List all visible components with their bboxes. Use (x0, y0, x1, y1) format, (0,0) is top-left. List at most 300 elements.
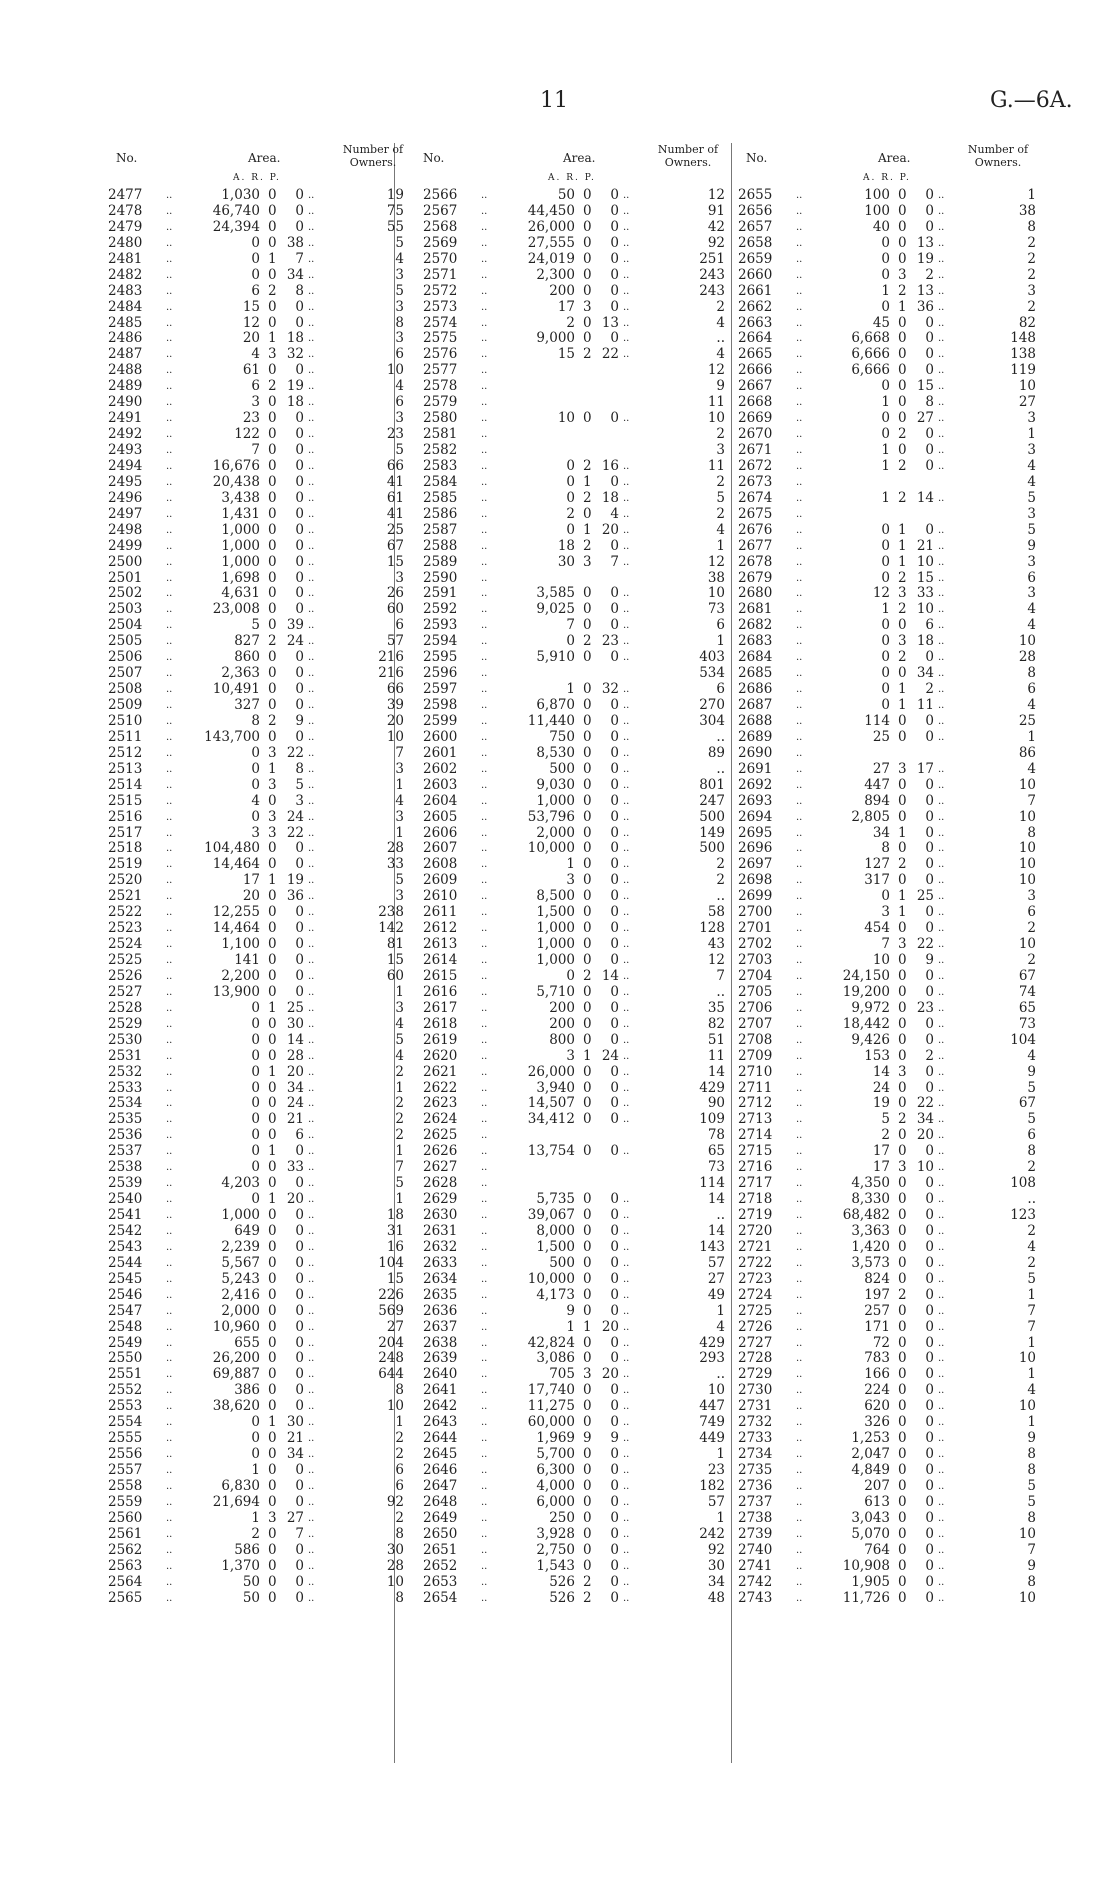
cell-no: 2610 (423, 888, 458, 905)
table-row (738, 571, 1040, 587)
cell-no: 2542 (108, 1222, 143, 1239)
cell-no: 2575 (423, 330, 458, 347)
cell-a: 1,431 (221, 505, 260, 522)
table-row (108, 714, 408, 730)
cell-own: 4 (395, 1015, 404, 1032)
table-row (738, 921, 1040, 937)
cell-own: 27 (707, 1270, 725, 1287)
document-reference: G.—6A. (990, 88, 1073, 113)
leader-dots: .. (623, 1353, 630, 1365)
cell-r: 0 (268, 1111, 277, 1128)
cell-a: 2,200 (221, 967, 260, 984)
cell-r: 0 (898, 1047, 907, 1064)
leader-dots: .. (166, 1369, 173, 1381)
cell-own: 4 (1027, 760, 1036, 777)
cell-p: 21 (286, 1430, 304, 1447)
cell-r: 0 (268, 489, 277, 506)
leader-dots: .. (623, 221, 630, 233)
table-row (423, 1383, 729, 1399)
leader-dots: .. (308, 221, 315, 233)
cell-no: 2491 (108, 410, 143, 427)
cell-p: 0 (610, 585, 619, 602)
header-owners: Number of Owners. (657, 143, 719, 169)
leader-dots: .. (796, 572, 803, 584)
header-arp: A. R. P. (548, 173, 596, 183)
leader-dots: .. (796, 1082, 803, 1094)
cell-r: 0 (583, 697, 592, 713)
cell-r: 2 (583, 633, 592, 650)
cell-r: 0 (583, 999, 592, 1016)
cell-a: 6,668 (851, 330, 890, 347)
cell-no: 2657 (738, 218, 773, 235)
cell-a: 44,450 (527, 202, 575, 219)
leader-dots: .. (308, 1241, 315, 1253)
leader-dots: .. (796, 205, 803, 217)
cell-a: 5 (881, 1111, 890, 1128)
table-row (423, 746, 729, 762)
leader-dots: .. (308, 970, 315, 982)
leader-dots: .. (481, 923, 488, 935)
cell-own: 3 (395, 298, 404, 315)
cell-own: 104 (1010, 1031, 1036, 1048)
leader-dots: .. (938, 269, 945, 281)
table-row (108, 1065, 408, 1081)
header-arp: A. R. P. (863, 173, 911, 183)
cell-no: 2705 (738, 983, 773, 1000)
leader-dots: .. (166, 492, 173, 504)
leader-dots: .. (938, 1162, 945, 1174)
leader-dots: .. (938, 1433, 945, 1445)
cell-a: 0 (251, 234, 260, 251)
leader-dots: .. (481, 221, 488, 233)
cell-p: 20 (601, 1318, 619, 1335)
table-row (108, 1272, 408, 1288)
leader-dots: .. (938, 986, 945, 998)
cell-own: 142 (378, 920, 404, 937)
cell-p: 0 (610, 601, 619, 618)
table-row (108, 459, 408, 475)
cell-p: 0 (295, 1222, 304, 1239)
cell-no: 2522 (108, 904, 143, 921)
cell-r: 0 (268, 1430, 277, 1447)
cell-p: 19 (916, 250, 934, 267)
cell-no: 2690 (738, 744, 773, 761)
table-row (108, 1575, 408, 1591)
cell-p: 0 (295, 426, 304, 443)
leader-dots: .. (481, 285, 488, 297)
cell-p: 0 (295, 1462, 304, 1478)
cell-no: 2654 (423, 1589, 458, 1606)
cell-own: 143 (699, 1238, 725, 1255)
cell-own: 2 (716, 856, 725, 873)
cell-a: 4,849 (851, 1462, 890, 1478)
table-row (738, 1096, 1040, 1112)
leader-dots: .. (623, 795, 630, 807)
cell-own: 2 (395, 1430, 404, 1447)
leader-dots: .. (166, 460, 173, 472)
cell-own: .. (1027, 1191, 1036, 1208)
leader-dots: .. (938, 1576, 945, 1588)
cell-r: 0 (898, 712, 907, 729)
cell-a: 2 (251, 1525, 260, 1542)
cell-own: 4 (395, 378, 404, 395)
leader-dots: .. (481, 875, 488, 887)
cell-a: 8,000 (536, 1222, 575, 1239)
leader-dots: .. (166, 269, 173, 281)
cell-own: 10 (1018, 1589, 1036, 1606)
cell-r: 2 (583, 1573, 592, 1590)
header-owners: Number of Owners. (342, 143, 404, 169)
cell-a: 3,573 (851, 1254, 890, 1271)
leader-dots: .. (481, 476, 488, 488)
leader-dots: .. (796, 1449, 803, 1461)
cell-no: 2661 (738, 282, 773, 299)
table-row (108, 1463, 408, 1479)
cell-a: 0 (251, 1063, 260, 1080)
cell-no: 2494 (108, 457, 143, 474)
cell-p: 0 (610, 983, 619, 1000)
table-row (423, 586, 729, 602)
table-row (108, 571, 408, 587)
leader-dots: .. (308, 1002, 315, 1014)
cell-own: 81 (386, 936, 404, 953)
cell-r: 0 (898, 1414, 907, 1431)
cell-r: 0 (898, 1509, 907, 1526)
cell-r: 0 (268, 1207, 277, 1223)
leader-dots: .. (623, 1417, 630, 1429)
cell-a: 9,972 (851, 999, 890, 1016)
cell-p: 7 (610, 553, 619, 570)
cell-p: 22 (601, 346, 619, 363)
cell-own: 6 (1027, 681, 1036, 698)
cell-no: 2545 (108, 1270, 143, 1287)
cell-a: 257 (864, 1302, 890, 1319)
table-row (738, 1447, 1040, 1463)
table-row (423, 1240, 729, 1256)
header-no: No. (423, 151, 445, 165)
cell-r: 0 (898, 1589, 907, 1606)
cell-no: 2551 (108, 1366, 143, 1383)
leader-dots: .. (796, 269, 803, 281)
cell-no: 2525 (108, 952, 143, 968)
cell-own: 65 (707, 1143, 725, 1160)
cell-no: 2678 (738, 553, 773, 570)
cell-no: 2544 (108, 1254, 143, 1271)
cell-p: 0 (295, 936, 304, 953)
cell-no: 2696 (738, 840, 773, 857)
cell-r: 2 (898, 426, 907, 443)
leader-dots: .. (481, 492, 488, 504)
cell-r: 0 (898, 728, 907, 745)
table-row (738, 1081, 1040, 1097)
leader-dots: .. (308, 1050, 315, 1062)
cell-r: 0 (583, 872, 592, 889)
cell-r: 2 (898, 649, 907, 666)
cell-own: 82 (707, 1015, 725, 1032)
cell-p: 0 (610, 1477, 619, 1494)
cell-own: 3 (395, 760, 404, 777)
cell-a: 9,000 (536, 330, 575, 347)
cell-a: 1 (251, 1462, 260, 1478)
leader-dots: .. (308, 1146, 315, 1158)
leader-dots: .. (481, 1560, 488, 1572)
table-row (423, 762, 729, 778)
table-row (423, 427, 729, 443)
cell-a: 5 (251, 617, 260, 634)
cell-r: 1 (898, 298, 907, 315)
cell-own: 429 (699, 1334, 725, 1351)
cell-a: 0 (881, 234, 890, 251)
table-row (738, 1240, 1040, 1256)
cell-a: 24 (872, 1079, 890, 1096)
table-row (738, 475, 1040, 491)
cell-p: 34 (916, 1111, 934, 1128)
cell-no: 2669 (738, 410, 773, 427)
leader-dots: .. (623, 1034, 630, 1046)
cell-r: 2 (268, 633, 277, 650)
cell-no: 2582 (423, 442, 458, 458)
leader-dots: .. (166, 1114, 173, 1126)
cell-own: 216 (378, 649, 404, 666)
leader-dots: .. (938, 939, 945, 951)
cell-own: 1 (395, 824, 404, 841)
leader-dots: .. (796, 1257, 803, 1269)
cell-a: 4 (251, 792, 260, 809)
leader-dots: .. (623, 986, 630, 998)
cell-no: 2592 (423, 601, 458, 618)
leader-dots: .. (481, 955, 488, 966)
cell-own: 33 (386, 856, 404, 873)
cell-own: 2 (395, 1446, 404, 1463)
cell-a: 3,438 (221, 489, 260, 506)
cell-own: 3 (395, 999, 404, 1016)
leader-dots: .. (938, 1050, 945, 1062)
cell-own: 3 (395, 808, 404, 825)
table-row (738, 762, 1040, 778)
table-row (108, 1559, 408, 1575)
cell-own: 1 (716, 633, 725, 650)
leader-dots: .. (308, 1066, 315, 1078)
leader-dots: .. (623, 413, 630, 425)
leader-dots: .. (796, 413, 803, 425)
table-row (108, 1049, 408, 1065)
cell-a: 1 (881, 282, 890, 299)
leader-dots: .. (308, 253, 315, 265)
cell-no: 2504 (108, 617, 143, 634)
table-row (108, 698, 408, 714)
table-row (423, 363, 729, 379)
cell-no: 2524 (108, 936, 143, 953)
table-row (738, 586, 1040, 602)
cell-r: 1 (583, 1047, 592, 1064)
cell-no: 2652 (423, 1557, 458, 1574)
cell-p: 0 (925, 1270, 934, 1287)
cell-no: 2523 (108, 920, 143, 937)
cell-p: 18 (286, 330, 304, 347)
cell-no: 2707 (738, 1015, 773, 1032)
table-row (108, 634, 408, 650)
cell-no: 2611 (423, 904, 458, 921)
cell-no: 2619 (423, 1031, 458, 1048)
cell-no: 2479 (108, 218, 143, 235)
cell-own: 2 (1027, 250, 1036, 267)
cell-p: 21 (286, 1111, 304, 1128)
cell-r: 0 (268, 904, 277, 921)
leader-dots: .. (796, 731, 803, 743)
table-row (108, 1001, 408, 1017)
cell-p: 25 (286, 999, 304, 1016)
cell-p: 0 (295, 601, 304, 618)
cell-r: 0 (268, 553, 277, 570)
leader-dots: .. (623, 190, 630, 201)
leader-dots: .. (481, 1449, 488, 1461)
cell-a: 8,330 (851, 1191, 890, 1208)
table-row (423, 491, 729, 507)
table-row (423, 300, 729, 316)
leader-dots: .. (166, 1321, 173, 1333)
cell-a: 13,754 (527, 1143, 575, 1160)
cell-a: 46,740 (212, 202, 260, 219)
cell-no: 2489 (108, 378, 143, 395)
leader-dots: .. (166, 333, 173, 345)
cell-r: 0 (583, 952, 592, 968)
cell-a: 5,910 (536, 649, 575, 666)
cell-no: 2624 (423, 1111, 458, 1128)
leader-dots: .. (481, 1034, 488, 1046)
cell-no: 2640 (423, 1366, 458, 1383)
cell-a: 2 (881, 1127, 890, 1144)
table-row (423, 284, 729, 300)
cell-p: 0 (925, 1382, 934, 1399)
cell-r: 0 (583, 1557, 592, 1574)
table-row (423, 650, 729, 666)
table-row (108, 666, 408, 682)
cell-a: 50 (242, 1589, 260, 1606)
cell-no: 2512 (108, 744, 143, 761)
leader-dots: .. (481, 190, 488, 201)
table-row (423, 1081, 729, 1097)
leader-dots: .. (166, 365, 173, 377)
leader-dots: .. (623, 285, 630, 297)
cell-own: 10 (707, 585, 725, 602)
cell-own: 6 (395, 394, 404, 411)
leader-dots: .. (796, 970, 803, 982)
cell-a: 38,620 (212, 1398, 260, 1415)
leader-dots: .. (481, 1273, 488, 1285)
table-row (108, 1096, 408, 1112)
cell-r: 0 (268, 1589, 277, 1606)
leader-dots: .. (308, 827, 315, 839)
cell-p: 0 (610, 1238, 619, 1255)
leader-dots: .. (938, 636, 945, 648)
cell-a: 4,631 (221, 585, 260, 602)
leader-dots: .. (308, 1082, 315, 1094)
cell-a: 1,000 (536, 936, 575, 953)
cell-a: 5,070 (851, 1525, 890, 1542)
cell-p: 0 (610, 202, 619, 219)
leader-dots: .. (308, 1369, 315, 1381)
cell-no: 2659 (738, 250, 773, 267)
cell-a: 24,394 (212, 218, 260, 235)
leader-dots: .. (166, 1194, 173, 1206)
table-row (738, 1017, 1040, 1033)
table-row (108, 794, 408, 810)
cell-no: 2480 (108, 234, 143, 251)
cell-a: 5,700 (536, 1446, 575, 1463)
table-row (738, 730, 1040, 746)
cell-own: 801 (699, 776, 725, 793)
cell-p: 0 (925, 426, 934, 443)
cell-no: 2702 (738, 936, 773, 953)
cell-r: 0 (268, 362, 277, 379)
table-row (423, 1511, 729, 1527)
leader-dots: .. (938, 907, 945, 919)
cell-own: 14 (707, 1191, 725, 1208)
cell-no: 2720 (738, 1222, 773, 1239)
cell-r: 0 (268, 920, 277, 937)
leader-dots: .. (623, 1369, 630, 1381)
leader-dots: .. (481, 891, 488, 903)
table-row (738, 969, 1040, 985)
leader-dots: .. (796, 492, 803, 504)
cell-p: 0 (610, 808, 619, 825)
cell-no: 2676 (738, 521, 773, 538)
cell-r: 0 (898, 1207, 907, 1223)
cell-no: 2613 (423, 936, 458, 953)
leader-dots: .. (796, 604, 803, 616)
leader-dots: .. (796, 1225, 803, 1237)
cell-r: 0 (268, 840, 277, 857)
leader-dots: .. (166, 811, 173, 823)
leader-dots: .. (308, 1210, 315, 1221)
leader-dots: .. (166, 476, 173, 488)
table-row (423, 794, 729, 810)
leader-dots: .. (166, 955, 173, 966)
leader-dots: .. (166, 1353, 173, 1365)
table-row (423, 1112, 729, 1128)
leader-dots: .. (796, 1210, 803, 1221)
leader-dots: .. (481, 620, 488, 632)
cell-no: 2554 (108, 1414, 143, 1431)
cell-a: 53,796 (527, 808, 575, 825)
table-row (423, 857, 729, 873)
leader-dots: .. (481, 588, 488, 600)
cell-p: 0 (295, 697, 304, 713)
cell-a: 16,676 (212, 457, 260, 474)
leader-dots: .. (796, 508, 803, 520)
cell-a: 6,870 (536, 697, 575, 713)
cell-a: 326 (864, 1414, 890, 1431)
cell-own: 23 (707, 1462, 725, 1478)
cell-a: 317 (864, 872, 890, 889)
leader-dots: .. (308, 1257, 315, 1269)
cell-no: 2529 (108, 1015, 143, 1032)
leader-dots: .. (308, 1321, 315, 1333)
cell-no: 2731 (738, 1398, 773, 1415)
table-row (108, 1431, 408, 1447)
cell-a: 620 (864, 1398, 890, 1415)
cell-no: 2585 (423, 489, 458, 506)
cell-r: 0 (898, 872, 907, 889)
cell-own: 1 (716, 1302, 725, 1319)
cell-p: 33 (916, 585, 934, 602)
leader-dots: .. (166, 1289, 173, 1301)
cell-own: 2 (1027, 266, 1036, 283)
leader-dots: .. (623, 1465, 630, 1476)
cell-own: 2 (395, 1127, 404, 1144)
table-row (423, 1224, 729, 1240)
cell-own: 1 (1027, 728, 1036, 745)
